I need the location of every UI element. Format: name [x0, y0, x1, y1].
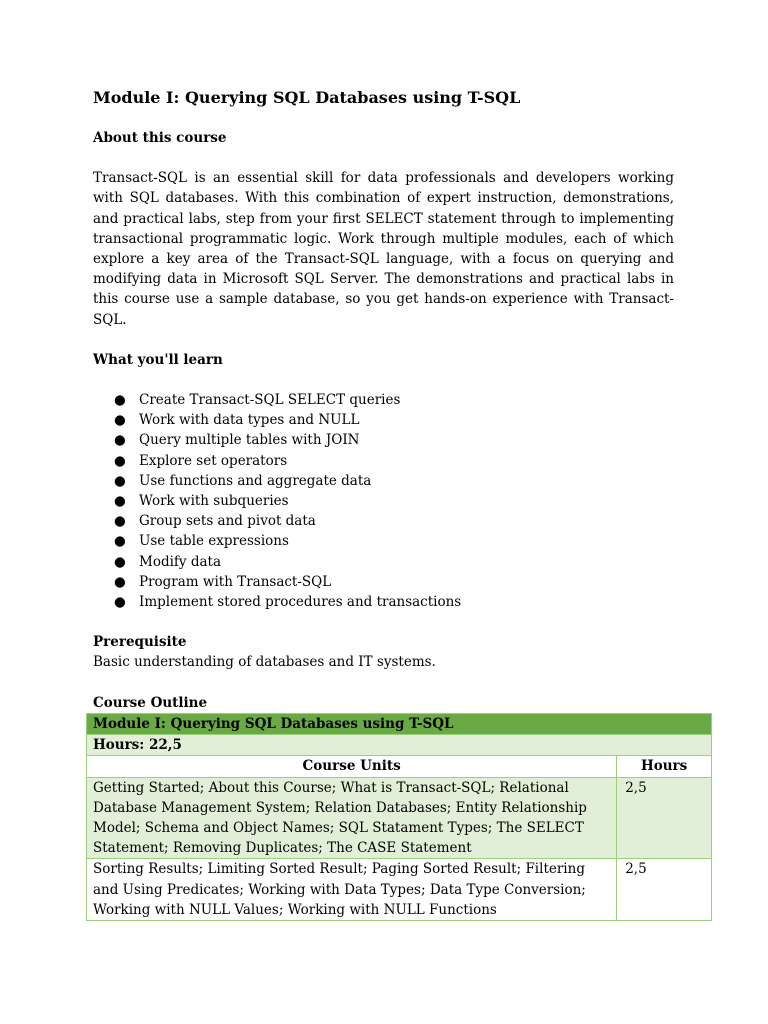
page-title: Module I: Querying SQL Databases using T-SQL [93, 88, 521, 107]
bullet-icon: ● [114, 472, 126, 489]
about-heading: About this course [93, 130, 227, 146]
course-outline-table [86, 713, 712, 921]
list-item: ● Implement stored procedures and transactions [93, 592, 674, 612]
units-cell: Sorting Results; Limiting Sorted Result; Paging Sorted Result; Filtering and Using Predicates; Working with Data Types; Data Type Conversion; Working with NULL Values; Working with NULL Functions [87, 859, 617, 921]
bullet-icon: ● [114, 432, 126, 449]
bullet-icon: ● [114, 573, 126, 590]
list-item: ● Use functions and aggregate data [93, 471, 674, 491]
prereq-heading: Prerequisite [93, 634, 187, 651]
outline-heading: Course Outline [93, 694, 208, 711]
units-cell: Getting Started; About this Course; What is Transact-SQL; Relational Database Management System; Relation Databases; Entity Relationship Model; Schema and Object Names; SQL Statament Types; The SELECT Statement; Removing Duplicates; The CASE Statement [87, 777, 617, 859]
list-item: ● Work with data types and NULL [93, 410, 674, 430]
table-row [87, 859, 712, 921]
bullet-icon: ● [114, 412, 126, 429]
list-item: ● Use table expressions [93, 531, 674, 551]
list-item: ● Query multiple tables with JOIN [93, 430, 674, 450]
table-header-row [87, 756, 712, 777]
prereq-text: Basic understanding of databases and IT systems. [93, 654, 436, 671]
header-hours: Hours [617, 756, 712, 777]
list-item: ● Create Transact-SQL SELECT queries [93, 390, 674, 410]
learn-heading: What you'll learn [93, 351, 223, 368]
module-title-cell: Module I: Querying SQL Databases using T-SQL [87, 714, 712, 735]
bullet-icon: ● [114, 493, 126, 510]
document-body [93, 87, 674, 713]
bullet-icon: ● [114, 533, 126, 550]
bullet-icon: ● [114, 594, 126, 611]
total-hours-cell: Hours: 22,5 [87, 735, 712, 756]
hours-cell: 2,5 [617, 859, 712, 921]
hours-cell: 2,5 [617, 777, 712, 859]
list-item: ● Modify data [93, 552, 674, 572]
table-row [87, 714, 712, 735]
table-row [87, 735, 712, 756]
list-item: ● Work with subqueries [93, 491, 674, 511]
bullet-icon: ● [114, 553, 126, 570]
list-item: ● Program with Transact-SQL [93, 572, 674, 592]
list-item: ● Group sets and pivot data [93, 511, 674, 531]
header-course-units: Course Units [87, 756, 617, 777]
learn-list [93, 390, 674, 612]
bullet-icon: ● [114, 452, 126, 469]
bullet-icon: ● [114, 392, 126, 409]
about-paragraph: Transact-SQL is an essential skill for data professionals and developers working with SQL databases. With this combination of expert instruction, demonstrations, and practical labs, step from your first SELECT statement through to implementing transactional programmatic logic. Work through multiple modules, each of which explore a key area of the Transact-SQL language, with a focus on querying and modifying data in Microsoft SQL Server. The demonstrations and practical labs in this course use a sample database, so you get hands-on experience with Transact-SQL. [93, 170, 674, 328]
list-item: ● Explore set operators [93, 451, 674, 471]
bullet-icon: ● [114, 513, 126, 530]
table-row [87, 777, 712, 859]
